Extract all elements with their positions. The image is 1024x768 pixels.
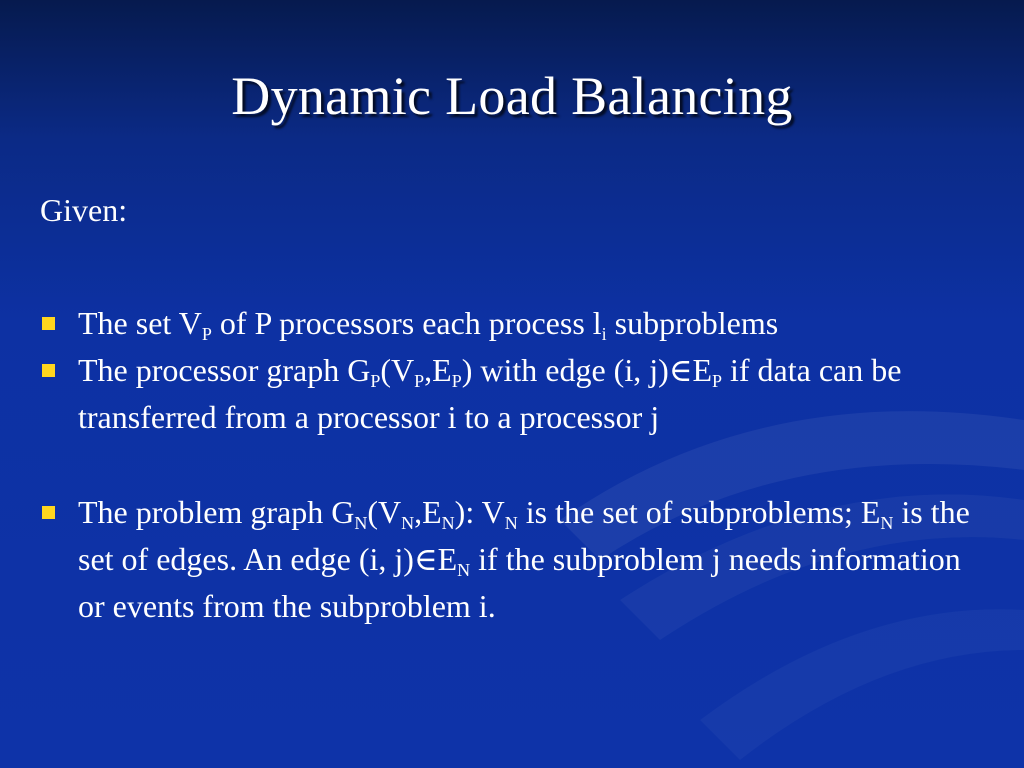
bullet-item-processor-graph (40, 347, 980, 441)
text-run: of P processors each process l (211, 305, 602, 341)
subscript: P (451, 371, 462, 391)
text-run: ,E (424, 352, 452, 388)
slide-title: Dynamic Load Balancing (231, 66, 793, 126)
bullet-square-icon (42, 364, 55, 377)
text-run: (V (380, 352, 415, 388)
bullet-text (78, 494, 970, 624)
text-run: is the set of edges. An edge (i, j)∈E (78, 494, 970, 577)
text-run: ) with edge (i, j)∈E (461, 352, 712, 388)
subscript: P (414, 371, 425, 391)
text-run: subproblems (606, 305, 779, 341)
subscript: N (441, 513, 455, 533)
bullet-square-icon (42, 506, 55, 519)
subscript: N (457, 560, 471, 580)
bullet-text (78, 305, 779, 344)
bullet-text (78, 352, 901, 435)
text-run: (V (367, 494, 402, 530)
text-run: is the set of subproblems; E (517, 494, 881, 530)
text-run: The processor graph G (78, 352, 371, 388)
subscript: P (201, 324, 212, 344)
bullet-item-processor-set (40, 300, 980, 347)
bullet-item-problem-graph (40, 489, 980, 630)
subscript: N (354, 513, 368, 533)
subscript: N (504, 513, 518, 533)
text-run: The problem graph G (78, 494, 355, 530)
text-run: if the subproblem j needs information or events from the subproblem i. (78, 541, 961, 624)
subscript: N (880, 513, 894, 533)
subscript: P (370, 371, 381, 391)
bullet-list (40, 300, 980, 630)
text-run: ,E (414, 494, 442, 530)
text-run: ): V (454, 494, 505, 530)
text-run: if data can be transferred from a processor i to a processor j (78, 352, 902, 435)
given-label: Given: (40, 192, 128, 228)
bullet-square-icon (42, 317, 55, 330)
subscript: N (401, 513, 415, 533)
subscript: P (711, 371, 722, 391)
text-run: The set V (78, 305, 202, 341)
subscript: i (601, 324, 607, 344)
